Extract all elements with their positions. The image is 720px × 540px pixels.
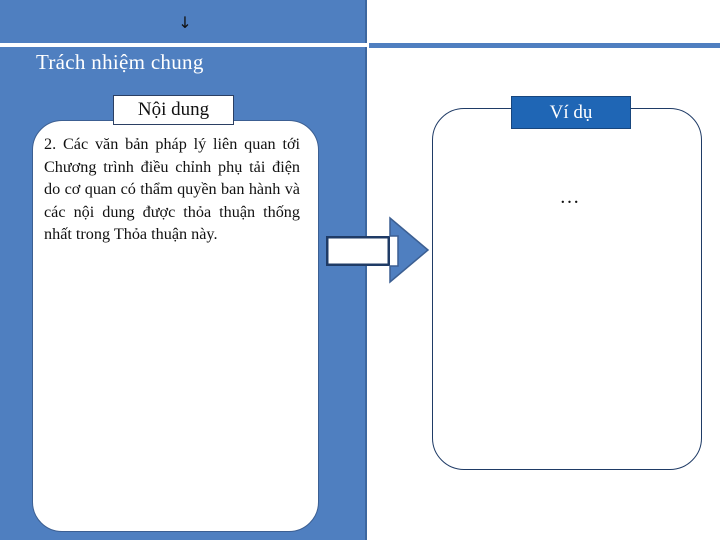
right-arrow-icon <box>320 212 430 288</box>
down-arrow-icon: ↓ <box>178 13 192 32</box>
content-tab: Nội dung <box>113 95 234 125</box>
example-ellipsis: … <box>559 186 581 208</box>
top-rule-right <box>369 43 720 48</box>
example-box <box>432 108 702 470</box>
top-rule-left <box>0 43 367 47</box>
example-tab: Ví dụ <box>511 96 631 129</box>
content-text: 2. Các văn bản pháp lý liên quan tới Chương trình điều chỉnh phụ tải điện do cơ quan có thẩm quyền ban hành và các nội dung được thỏa thuận thống nhất trong Thỏa thuận này. <box>44 135 300 243</box>
section-title: Trách nhiệm chung <box>36 50 204 74</box>
